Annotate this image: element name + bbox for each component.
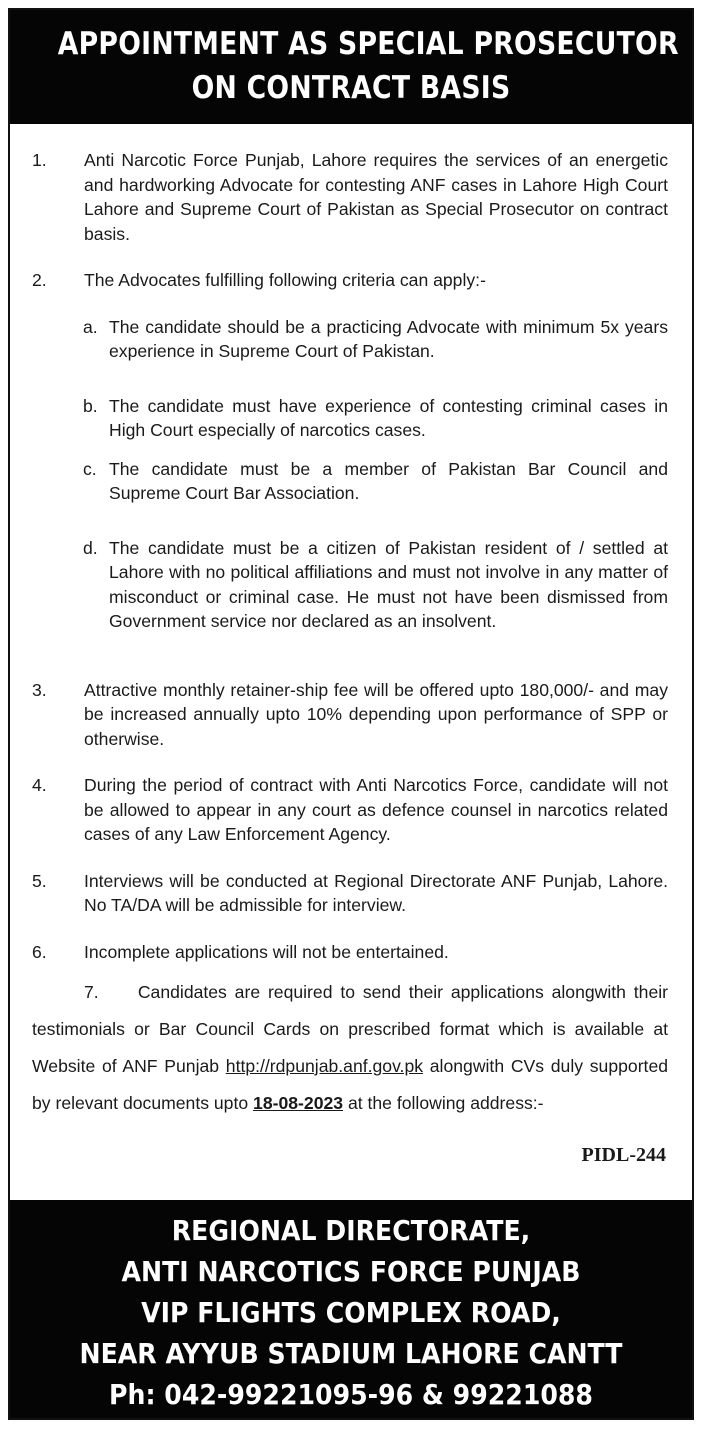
phone-numbers: Ph: 042-99221095-96 & 99221088 [109,1378,593,1411]
point-text: The Advocates fulfilling following criteria can apply:- [84,270,486,290]
criteria-label: b. [83,395,98,416]
point-number: 1. [32,150,47,170]
criteria-b [32,394,668,443]
address-line-4: NEAR AYYUB STADIUM LAHORE CANTT [79,1337,623,1370]
point-text-continued: alongwith CVs duly supported by relevant documents upto [32,1056,669,1113]
reference-code: PIDL-244 [581,1144,666,1166]
criteria-label: d. [83,537,98,558]
point-text-end: at the following address:- [347,1093,544,1113]
criteria-text: The candidate should be a practicing Advocate with minimum 5x years experience in Supreme Court of Pakistan. [109,316,668,361]
point-1 [32,148,668,246]
title-banner [10,10,692,124]
point-number: 6. [32,941,47,962]
advertisement [8,8,694,1420]
criteria-label: c. [83,458,97,479]
title-line-2: ON CONTRACT BASIS [191,70,511,106]
website-link[interactable]: http://rdpunjab.anf.gov.pk [225,1056,424,1076]
deadline-date: 18-08-2023 [253,1093,344,1113]
criteria-c [32,457,668,506]
point-number: 4. [32,775,47,795]
point-number: 7. [84,982,99,1002]
title-line-1: APPOINTMENT AS SPECIAL PROSECUTOR [57,26,679,62]
address-line-2: ANTI NARCOTICS FORCE PUNJAB [121,1255,581,1288]
point-5 [32,869,668,918]
point-4 [32,773,668,847]
point-6 [32,940,668,965]
criteria-text: The candidate must be a citizen of Pakistan resident of / settled at Lahore with no political affiliations and must not involve in any matter of misconduct or criminal case. He must not have been dismissed from Government service nor declared as an insolvent. [109,537,668,631]
point-text: Incomplete applications will not be entertained. [84,941,449,962]
point-text: Anti Narcotic Force Punjab, Lahore requires the services of an energetic and hardworking Advocate for contesting ANF cases in Lahore High Court Lahore and Supreme Court of Pakistan as Special Prosecutor on contract basis. [84,150,668,244]
criteria-text: The candidate must have experience of contesting criminal cases in High Court especially of narcotics cases. [109,395,668,440]
point-text: During the period of contract with Anti Narcotics Force, candidate will not be allowed to appear in any court as defence counsel in narcotics related cases of any Law Enforcement Agency. [84,775,668,844]
point-text: Candidates are required to send their applications alongwith their testimonials or Bar Council Cards on prescribed format which is available at Website of ANF Punjab [32,982,668,1076]
point-number: 3. [32,679,47,700]
address-line-1: REGIONAL DIRECTORATE, [171,1214,531,1247]
address-banner [10,1200,692,1418]
point-text: Attractive monthly retainer-ship fee will be offered upto 180,000/- and may be increased annually upto 10% depending upon performance of SPP or otherwise. [84,679,668,749]
advertisement-body [10,148,692,1122]
criteria-a [32,315,668,364]
address-line-3: VIP FLIGHTS COMPLEX ROAD, [141,1296,561,1329]
point-number: 5. [32,870,47,891]
point-2 [32,268,668,293]
point-text: Interviews will be conducted at Regional Directorate ANF Punjab, Lahore. No TA/DA will be admissible for interview. [84,870,668,915]
criteria-d [32,536,668,634]
point-number: 2. [32,270,47,290]
criteria-text: The candidate must be a member of Pakistan Bar Council and Supreme Court Bar Association. [109,458,668,503]
criteria-label: a. [83,316,98,337]
point-7 [32,974,668,1122]
point-3 [32,678,668,752]
